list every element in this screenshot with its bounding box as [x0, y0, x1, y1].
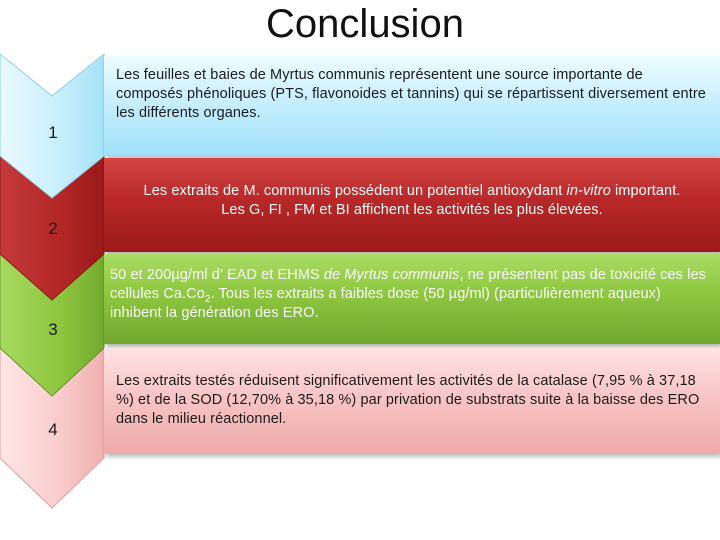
step-2-text: [134, 182, 690, 220]
step-number-4: 4: [48, 420, 58, 439]
step-2-text-italic: in-vitro: [566, 183, 611, 199]
step-2-text-b: important. Les G, FI , FM et BI affichent les activités les plus élevées.: [221, 183, 681, 218]
step-3-text-italic: de Myrtus communis: [323, 267, 460, 283]
step-4-box: [104, 348, 720, 454]
step-number-1: 1: [48, 123, 58, 142]
step-3-text-c: . Tous les extraits a faibles dose (50 µg/ml) (particulièrement aqueux) inhibent la génération des ERO.: [110, 286, 661, 321]
step-3-text: [110, 266, 710, 323]
step-3-box: [104, 254, 720, 344]
step-1-box: [104, 56, 720, 156]
step-3-text-a: 50 et 200µg/ml d’ EAD et EHMS: [110, 267, 324, 283]
step-4-text: Les extraits testés réduisent significativement les activités de la catalase (7,95 % à 37,18 %) et de la SOD (12,70% à 35,18 %) par privation de substrats suite à la baisse des ERO dans le milieu réactionnel.: [116, 373, 700, 427]
step-number-3: 3: [48, 320, 58, 339]
page-title: Conclusion: [266, 2, 464, 46]
step-2-text-a: Les extraits de M. communis possédent un potentiel antioxydant: [143, 183, 567, 199]
step-3-text-b: , ne présentent pas de toxicité ces les cellules Ca.Co: [110, 267, 706, 302]
step-number-2: 2: [48, 219, 58, 238]
step-2-box: [104, 158, 720, 252]
step-1-text: Les feuilles et baies de Myrtus communis représentent une source importante de composés phénoliques (PTS, flavonoides et tannins) qui se répartissent diversement entre les différents organes.: [116, 67, 706, 121]
step-3-text-sub: 2: [204, 293, 211, 305]
